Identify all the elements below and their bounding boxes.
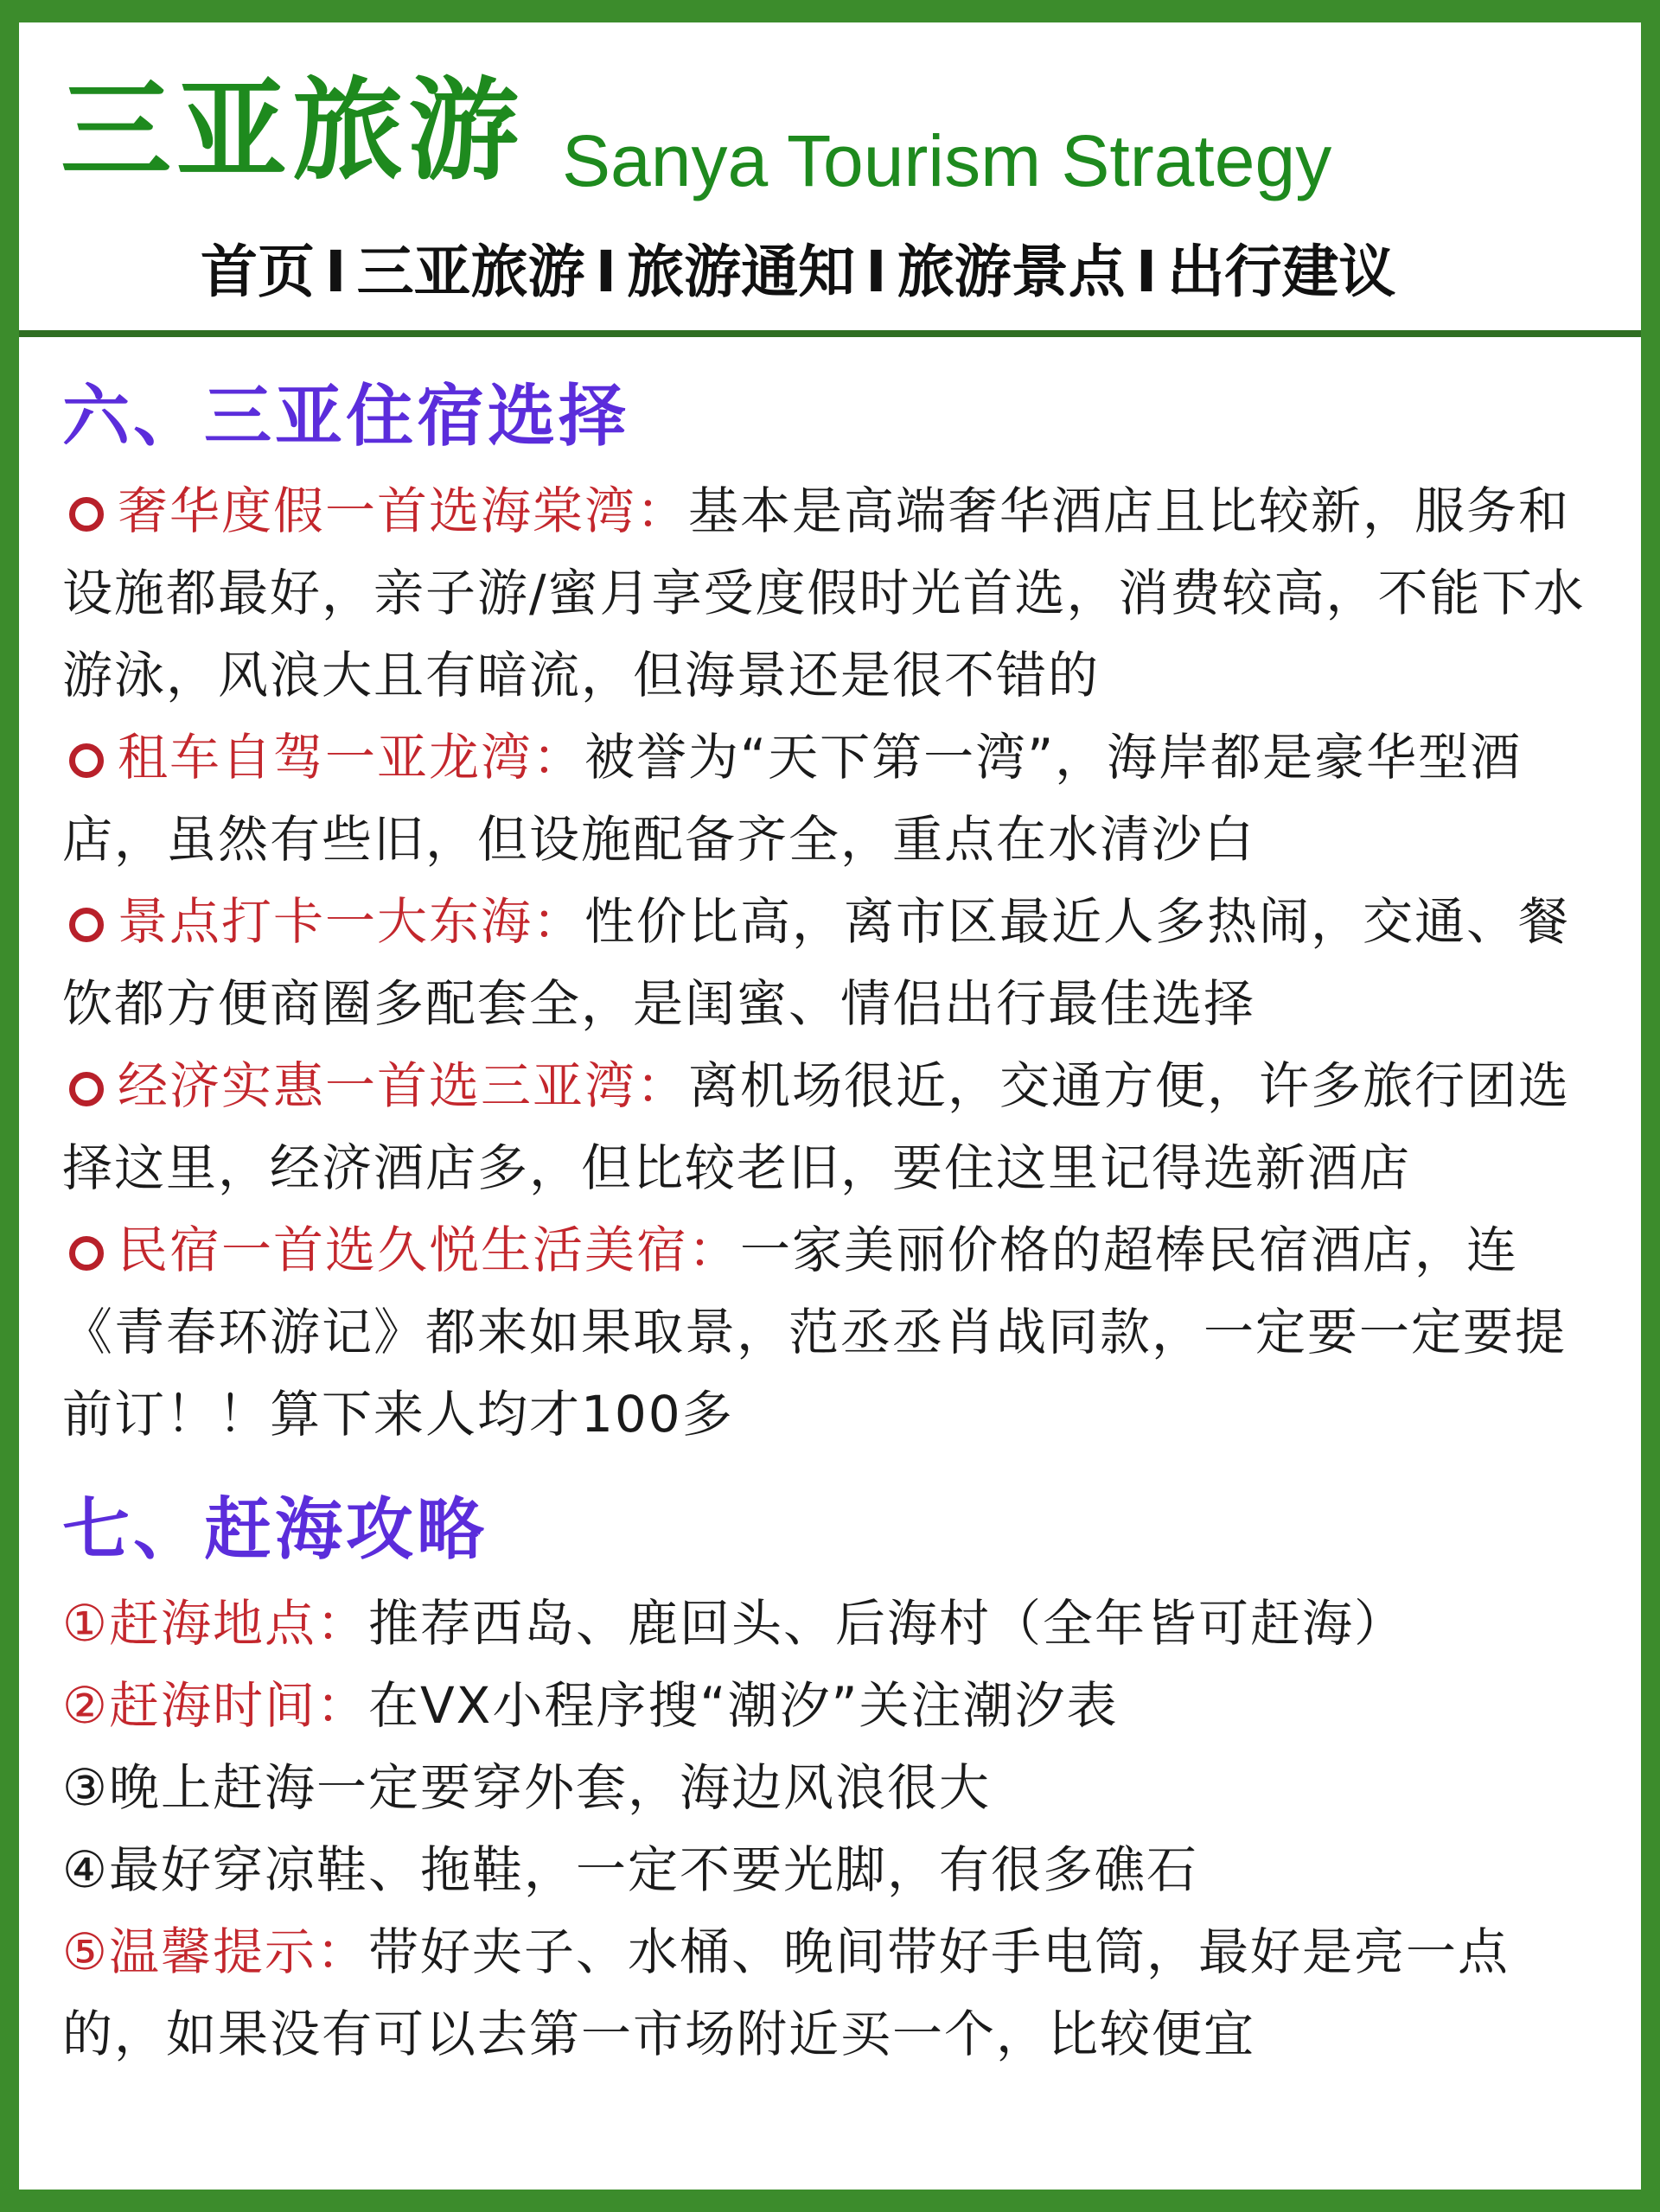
item-text: 推荐西岛、鹿回头、后海村（全年皆可赶海） <box>368 1594 1407 1654</box>
header <box>19 22 1641 334</box>
item-text: 离机场很近，交通方便，许多旅行团选择这里，经济酒店多，但比较老旧，要住这里记得选新酒店 <box>62 1055 1571 1197</box>
page-subtitle: Sanya Tourism Strategy <box>562 120 1332 201</box>
item-text: ③晚上赶海一定要穿外套，海边风浪很大 <box>62 1758 991 1818</box>
nav-separator: I <box>865 239 887 305</box>
item-text: 被誉为“天下第一湾”，海岸都是豪华型酒店，虽然有些旧，但设施配备齐全，重点在水清沙白 <box>62 727 1523 869</box>
list-item <box>62 1747 1610 1829</box>
nav-item-attractions[interactable]: 旅游景点 <box>897 239 1126 305</box>
item-text: 基本是高端奢华酒店且比较新，服务和设施都最好，亲子游/蜜月享受度假时光首选，消费较高，不能下水游泳，风浪大且有暗流，但海景还是很不错的 <box>62 481 1586 704</box>
list-item <box>62 470 1610 717</box>
list-item <box>62 1209 1610 1456</box>
nav-item-sanya-tourism[interactable]: 三亚旅游 <box>356 239 585 305</box>
nav-item-home[interactable]: 首页 <box>201 239 315 305</box>
main-content <box>62 377 1610 2075</box>
item-label: 奢华度假一首选海棠湾： <box>118 481 689 540</box>
item-text: 性价比高，离市区最近人多热闹，交通、餐饮都方便商圈多配套全，是闺蜜、情侣出行最佳选择 <box>62 891 1571 1033</box>
section-title-beachcombing: 七、赶海攻略 <box>62 1490 488 1569</box>
item-text: 带好夹子、水桶、晚间带好手电筒，最好是亮一点的，如果没有可以去第一市场附近买一个，比较便宜 <box>62 1922 1510 2064</box>
item-label: ⑤温馨提示： <box>62 1922 368 1982</box>
item-label: 民宿一首选久悦生活美宿： <box>118 1220 741 1279</box>
item-text: 一家美丽价格的超棒民宿酒店，连《青春环游记》都来如果取景，范丞丞肖战同款，一定要一定要提前订！！算下来人均才100多 <box>62 1220 1567 1444</box>
section-spacer <box>62 1456 1610 1490</box>
header-divider <box>19 330 1641 337</box>
circle-bullet-icon <box>69 743 104 778</box>
list-item <box>62 1583 1610 1665</box>
list-item <box>62 717 1610 881</box>
nav-separator: I <box>325 239 347 305</box>
list-item <box>62 1045 1610 1209</box>
list-item <box>62 881 1610 1045</box>
list-item <box>62 1911 1610 2075</box>
list-item <box>62 1665 1610 1747</box>
item-label: 景点打卡一大东海： <box>118 891 585 951</box>
list-item <box>62 1829 1610 1911</box>
item-label: 经济实惠一首选三亚湾： <box>118 1055 689 1115</box>
item-label: ②赶海时间： <box>62 1676 368 1736</box>
item-text: 在VX小程序搜“潮汐”关注潮汐表 <box>368 1676 1119 1736</box>
circle-bullet-icon <box>69 1236 104 1271</box>
nav-separator: I <box>1135 239 1158 305</box>
page-title: 三亚旅游 <box>61 67 525 195</box>
nav-item-travel-advice[interactable]: 出行建议 <box>1167 239 1396 305</box>
item-label: ①赶海地点： <box>62 1594 368 1654</box>
circle-bullet-icon <box>69 1072 104 1106</box>
item-text: ④最好穿凉鞋、拖鞋，一定不要光脚，有很多礁石 <box>62 1840 1198 1900</box>
section-title-accommodation: 六、三亚住宿选择 <box>62 378 630 456</box>
nav-item-travel-notice[interactable]: 旅游通知 <box>627 239 856 305</box>
circle-bullet-icon <box>69 497 104 532</box>
nav-separator: I <box>595 239 617 305</box>
page-frame <box>19 22 1641 2190</box>
item-label: 租车自驾一亚龙湾： <box>118 727 585 787</box>
nav-bar <box>201 239 1396 305</box>
circle-bullet-icon <box>69 908 104 942</box>
